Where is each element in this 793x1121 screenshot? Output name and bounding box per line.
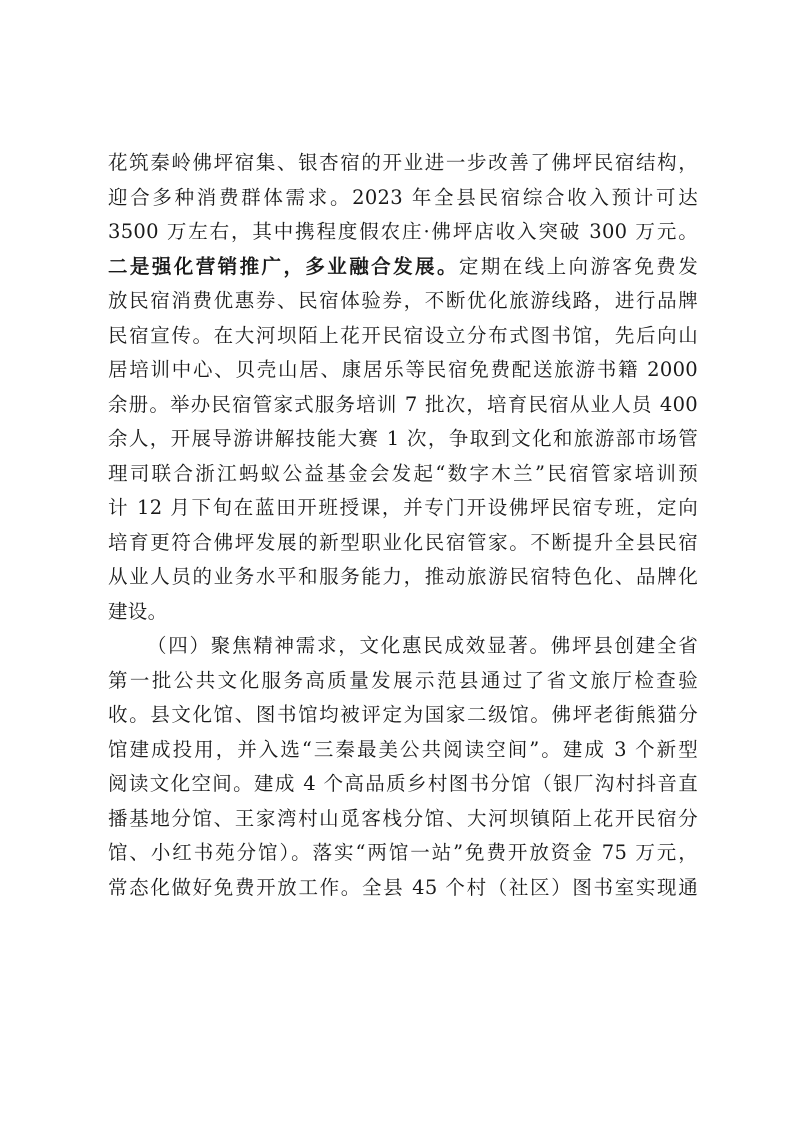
text-line xyxy=(108,284,698,319)
text-line xyxy=(108,388,698,423)
text-segment: 从业人员的业务水平和服务能力，推动旅游民宿特色化、品牌化 xyxy=(108,565,698,588)
text-segment: 花筑秦岭佛坪宿集、银杏宿的开业进一步改善了佛坪民宿结构， xyxy=(108,151,698,174)
body-text xyxy=(108,146,698,905)
text-line xyxy=(108,629,698,664)
text-segment: 常态化做好免费开放工作。全县 45 个村（社区）图书室实现通 xyxy=(108,875,698,899)
text-segment: 计 12 月下旬在蓝田开班授课，并专门开设佛坪民宿专班，定向 xyxy=(108,496,698,519)
text-line xyxy=(108,733,698,768)
text-segment: 收。县文化馆、图书馆均被评定为国家二级馆。佛坪老街熊猫分 xyxy=(108,703,698,726)
bold-heading-text: 二是强化营销推广，多业融合发展。 xyxy=(108,254,459,278)
text-line xyxy=(108,664,698,699)
text-line xyxy=(108,595,698,630)
text-line xyxy=(108,491,698,526)
text-line xyxy=(108,146,698,181)
text-line xyxy=(108,353,698,388)
text-line xyxy=(108,215,698,250)
text-segment: 建设。 xyxy=(108,599,168,623)
text-line xyxy=(108,871,698,906)
text-segment: 余册。举办民宿管家式服务培训 7 批次，培育民宿从业人员 400 xyxy=(108,392,698,416)
text-segment: 定期在线上向游客免费发 xyxy=(458,254,698,278)
text-segment: 阅读文化空间。建成 4 个高品质乡村图书分馆（银厂沟村抖音直 xyxy=(108,772,698,795)
text-line xyxy=(108,457,698,492)
text-segment: 居培训中心、贝壳山居、康居乐等民宿免费配送旅游书籍 2000 xyxy=(108,358,698,381)
text-segment: 民宿宣传。在大河坝陌上花开民宿设立分布式图书馆，先后向山 xyxy=(108,323,698,347)
text-segment: 迎合多种消费群体需求。2023 年全县民宿综合收入预计可达 xyxy=(108,185,698,209)
text-segment: 培育更符合佛坪发展的新型职业化民宿管家。不断提升全县民宿 xyxy=(108,530,698,554)
text-line xyxy=(108,802,698,837)
text-line xyxy=(108,422,698,457)
text-segment: 3500 万左右，其中携程度假农庄·佛坪店收入突破 300 万元。 xyxy=(108,220,698,243)
text-line xyxy=(108,319,698,354)
text-segment: 馆、小红书苑分馆）。落实“两馆一站”免费开放资金 75 万元， xyxy=(108,841,698,864)
text-segment: 播基地分馆、王家湾村山觅客栈分馆、大河坝镇陌上花开民宿分 xyxy=(108,806,698,830)
text-segment: 馆建成投用，并入选“三秦最美公共阅读空间”。建成 3 个新型 xyxy=(108,737,698,761)
text-segment: （四）聚焦精神需求，文化惠民成效显著。佛坪县创建全省 xyxy=(147,634,698,657)
text-segment: 放民宿消费优惠券、民宿体验券，不断优化旅游线路，进行品牌 xyxy=(108,289,698,312)
text-segment: 余人，开展导游讲解技能大赛 1 次，争取到文化和旅游部市场管 xyxy=(108,427,698,450)
text-line xyxy=(108,767,698,802)
text-segment: 理司联合浙江蚂蚁公益基金会发起“数字木兰”民宿管家培训预 xyxy=(108,461,698,485)
text-line xyxy=(108,698,698,733)
text-line xyxy=(108,526,698,561)
text-line xyxy=(108,250,698,285)
text-line xyxy=(108,560,698,595)
text-line xyxy=(108,836,698,871)
text-line xyxy=(108,181,698,216)
text-segment: 第一批公共文化服务高质量发展示范县通过了省文旅厅检查验 xyxy=(108,668,698,692)
